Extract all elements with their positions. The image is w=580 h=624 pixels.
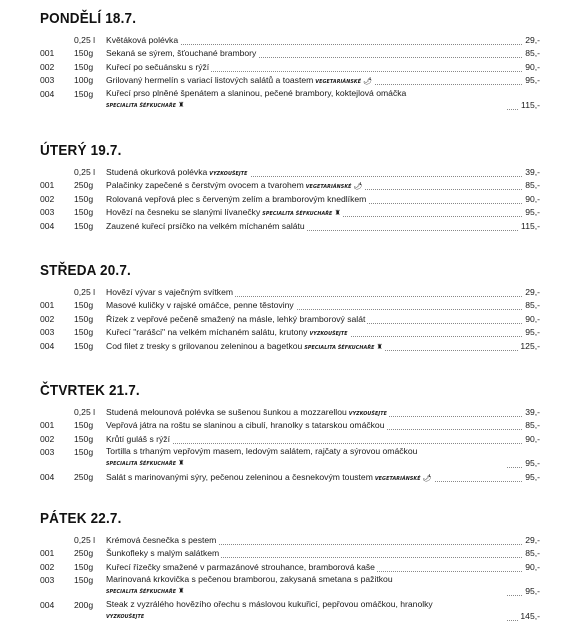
menu-item: [0, 547, 580, 560]
item-quantity: 0,25 l: [74, 407, 96, 417]
day-title: PONDĚLÍ 18.7.: [40, 10, 137, 27]
menu-item: [0, 406, 580, 419]
chef-icon: ♜: [178, 460, 185, 468]
item-name: Vepřová játra na roštu se slaninou a cibulí, hranolky s tatarskou omáčkou: [106, 420, 385, 431]
item-price: 85,-: [525, 180, 540, 191]
item-quantity: 150g: [74, 61, 94, 72]
item-name-block: [106, 34, 180, 46]
item-quantity: 150g: [74, 340, 94, 351]
item-code: 001: [40, 548, 55, 559]
item-quantity: 100g: [74, 75, 94, 86]
menu-item: [0, 534, 580, 547]
item-code: 001: [40, 420, 55, 431]
item-subline: [106, 585, 504, 598]
item-name-block: [106, 561, 377, 573]
item-name-block: [106, 286, 235, 298]
item-price: 85,-: [525, 300, 540, 311]
item-quantity: 150g: [74, 193, 94, 204]
chili-icon: 🌶: [422, 474, 432, 482]
menu-item: [0, 61, 580, 74]
item-name: Hovězí na česneku se slanými lívanečky: [106, 207, 261, 218]
item-code: 002: [40, 193, 55, 204]
item-price: 95,-: [525, 207, 540, 218]
item-price: 85,-: [525, 420, 540, 431]
menu-item: [0, 179, 580, 192]
item-tag: SPECIALITA ŠÉFKUCHAŘE: [106, 590, 177, 596]
menu-item: [0, 34, 580, 47]
chef-icon: ♜: [178, 588, 185, 596]
item-price: 29,-: [525, 535, 540, 545]
item-quantity: 0,25 l: [74, 535, 96, 545]
item-code: 004: [40, 88, 55, 99]
menu-item: [0, 326, 580, 339]
item-name: Tortilla s trhaným vepřovým masem, ledovým salátem, rajčaty a sýrovou omáčkou: [106, 446, 418, 457]
item-tag: SPECIALITA ŠÉFKUCHAŘE: [106, 462, 177, 468]
item-name: Palačinky zapečené s čerstvým ovocem a tvarohem: [106, 180, 304, 191]
item-price: 145,-: [520, 610, 540, 621]
item-name: Kuřecí "rarášci" na velkém míchaném salátu, krutony: [106, 327, 308, 338]
item-tag: VEGETARIÁNSKÉ: [305, 185, 352, 191]
menu-item: [0, 561, 580, 574]
item-name: Marinovaná krkovička s pečenou bramborou, zakysaná smetana s pažitkou: [106, 574, 393, 585]
item-price: 29,-: [525, 287, 540, 297]
item-name: Masové kuličky v rajské omáčce, penne těstoviny: [106, 300, 294, 311]
item-name-block: [106, 419, 387, 431]
menu-item: [0, 206, 580, 219]
item-name-block: [106, 61, 211, 73]
item-name: Steak z vyzrálého hovězího ořechu s máslovou kukuřicí, pepřovou omáčkou, hranolky: [106, 598, 433, 609]
item-price: 125,-: [520, 340, 540, 351]
item-name-block: [106, 599, 506, 623]
item-name-block: [106, 340, 385, 355]
item-code: 004: [40, 471, 55, 482]
item-name: Grilovaný hermelín s variací listových salátů a toastem: [106, 75, 314, 86]
item-quantity: 250g: [74, 548, 94, 559]
item-quantity: 250g: [74, 471, 94, 482]
item-price: 90,-: [525, 561, 540, 572]
item-name: Krůtí guláš s rýží: [106, 433, 170, 444]
item-price: 85,-: [525, 48, 540, 59]
item-price: 95,-: [525, 586, 540, 597]
menu-item: [0, 471, 580, 484]
item-price: 115,-: [521, 99, 540, 110]
item-quantity: 150g: [74, 220, 94, 231]
item-name: Kuřecí po sečuánsku s rýží: [106, 61, 210, 72]
item-name: Řízek z vepřové pečeně smažený na másle, lehký bramborový salát: [106, 313, 366, 324]
item-quantity: 150g: [74, 561, 94, 572]
chef-icon: ♜: [178, 101, 185, 109]
item-quantity: 150g: [74, 447, 94, 458]
item-quantity: 200g: [74, 599, 94, 610]
item-name-block: [106, 471, 434, 486]
item-price: 90,-: [525, 193, 540, 204]
day-title: ČTVRTEK 21.7.: [40, 382, 140, 399]
item-subline: [106, 99, 504, 112]
item-price: 85,-: [525, 548, 540, 559]
item-subline: [106, 457, 504, 470]
item-code: 003: [40, 327, 55, 338]
menu-item: [0, 166, 580, 179]
menu-item: [0, 419, 580, 432]
menu-item: [0, 446, 580, 470]
item-price: 90,-: [525, 61, 540, 72]
item-price: 90,-: [525, 313, 540, 324]
item-name-block: [106, 574, 506, 598]
item-tag: SPECIALITA ŠÉFKUCHAŘE: [106, 103, 177, 109]
menu-item: [0, 220, 580, 233]
item-name: Studená okurková polévka: [106, 167, 208, 177]
item-code: 004: [40, 220, 55, 231]
item-price: 95,-: [525, 327, 540, 338]
chili-icon: 🌶: [363, 78, 372, 86]
item-name: Zauzené kuřecí prsíčko na velkém míchaném salátu: [106, 220, 305, 231]
item-code: 004: [40, 599, 55, 610]
item-price: 90,-: [525, 433, 540, 444]
item-code: 003: [40, 75, 55, 86]
item-name: Hovězí vývar s vaječným svítkem: [106, 287, 234, 297]
item-tag: VYZKOUŠEJTE: [348, 412, 387, 417]
item-quantity: 150g: [74, 420, 94, 431]
item-code: 001: [40, 48, 55, 59]
day-title: ÚTERÝ 19.7.: [40, 142, 122, 159]
item-quantity: 150g: [74, 300, 94, 311]
item-name-block: [106, 47, 258, 59]
item-quantity: 0,25 l: [74, 167, 96, 177]
menu-item: [0, 74, 580, 87]
menu-item: [0, 599, 580, 623]
menu-item: [0, 286, 580, 299]
item-quantity: 150g: [74, 88, 94, 99]
item-name-block: [106, 220, 307, 232]
item-name-block: [106, 313, 367, 325]
menu-item: [0, 433, 580, 446]
item-tag: VEGETARIÁNSKÉ: [315, 80, 362, 86]
item-name-block: [106, 446, 506, 470]
item-quantity: 250g: [74, 180, 94, 191]
day-title: PÁTEK 22.7.: [40, 510, 122, 527]
menu-item: [0, 193, 580, 206]
day-title: STŘEDA 20.7.: [40, 262, 131, 279]
menu-item: [0, 47, 580, 60]
item-name: Rolovaná vepřová plec s červeným zelím a bramborovým knedlíkem: [106, 193, 367, 204]
item-name: Kuřecí řízečky smažené v parmazánové strouhance, bramborová kaše: [106, 561, 375, 572]
chef-icon: ♜: [334, 210, 341, 218]
menu-item: [0, 340, 580, 353]
item-code: 003: [40, 447, 55, 458]
item-name: Šunkofleky s malým salátkem: [106, 548, 220, 559]
item-price: 95,-: [525, 458, 540, 469]
item-code: 003: [40, 575, 55, 586]
item-name: Sekaná se sýrem, šťouchané brambory: [106, 48, 257, 59]
item-quantity: 150g: [74, 48, 94, 59]
item-name-block: [106, 547, 221, 559]
item-name-block: [106, 433, 172, 445]
item-price: 95,-: [525, 75, 540, 86]
item-tag: VEGETARIÁNSKÉ: [374, 476, 421, 482]
menu-item: [0, 313, 580, 326]
item-code: 004: [40, 340, 55, 351]
item-tag: VYZKOUŠEJTE: [209, 172, 248, 177]
item-code: 001: [40, 180, 55, 191]
item-name-block: [106, 193, 368, 205]
item-subline: [106, 610, 504, 623]
item-name-block: [106, 299, 296, 311]
item-code: 003: [40, 207, 55, 218]
menu-item: [0, 88, 580, 112]
item-name: Cod filet z tresky s grilovanou zeleninou a bagetkou: [106, 340, 303, 351]
item-name: Kuřecí prso plněné špenátem a slaninou, pečené brambory, koktejlová omáčka: [106, 87, 407, 98]
item-name: Studená melounová polévka se sušenou šunkou a mozzarellou: [106, 407, 347, 417]
item-tag: SPECIALITA ŠÉFKUCHAŘE: [304, 345, 375, 351]
item-quantity: 150g: [74, 313, 94, 324]
item-tag: VYZKOUŠEJTE: [309, 332, 348, 338]
item-code: 001: [40, 300, 55, 311]
item-price: 115,-: [521, 220, 540, 231]
item-tag: VYZKOUŠEJTE: [106, 614, 145, 620]
item-quantity: 150g: [74, 433, 94, 444]
item-name-block: [106, 88, 506, 112]
menu-item: [0, 299, 580, 312]
item-quantity: 0,25 l: [74, 35, 96, 45]
item-price: 29,-: [525, 35, 540, 45]
chef-icon: ♜: [376, 343, 383, 351]
menu-item: [0, 574, 580, 598]
item-tag: SPECIALITA ŠÉFKUCHAŘE: [262, 212, 333, 218]
item-name: Krémová česnečka s pestem: [106, 535, 217, 545]
item-name-block: [106, 534, 218, 546]
item-quantity: 150g: [74, 327, 94, 338]
item-quantity: 150g: [74, 207, 94, 218]
item-code: 002: [40, 433, 55, 444]
item-price: 95,-: [525, 471, 540, 482]
item-name: Salát s marinovanými sýry, pečenou zeleninou a česnekovým toustem: [106, 471, 373, 482]
item-code: 002: [40, 561, 55, 572]
chili-icon: 🌶: [353, 183, 363, 191]
item-code: 002: [40, 61, 55, 72]
item-price: 39,-: [525, 167, 540, 177]
item-quantity: 150g: [74, 575, 94, 586]
item-quantity: 0,25 l: [74, 287, 96, 297]
item-price: 39,-: [525, 407, 540, 417]
item-name: Květáková polévka: [106, 35, 179, 45]
item-code: 002: [40, 313, 55, 324]
